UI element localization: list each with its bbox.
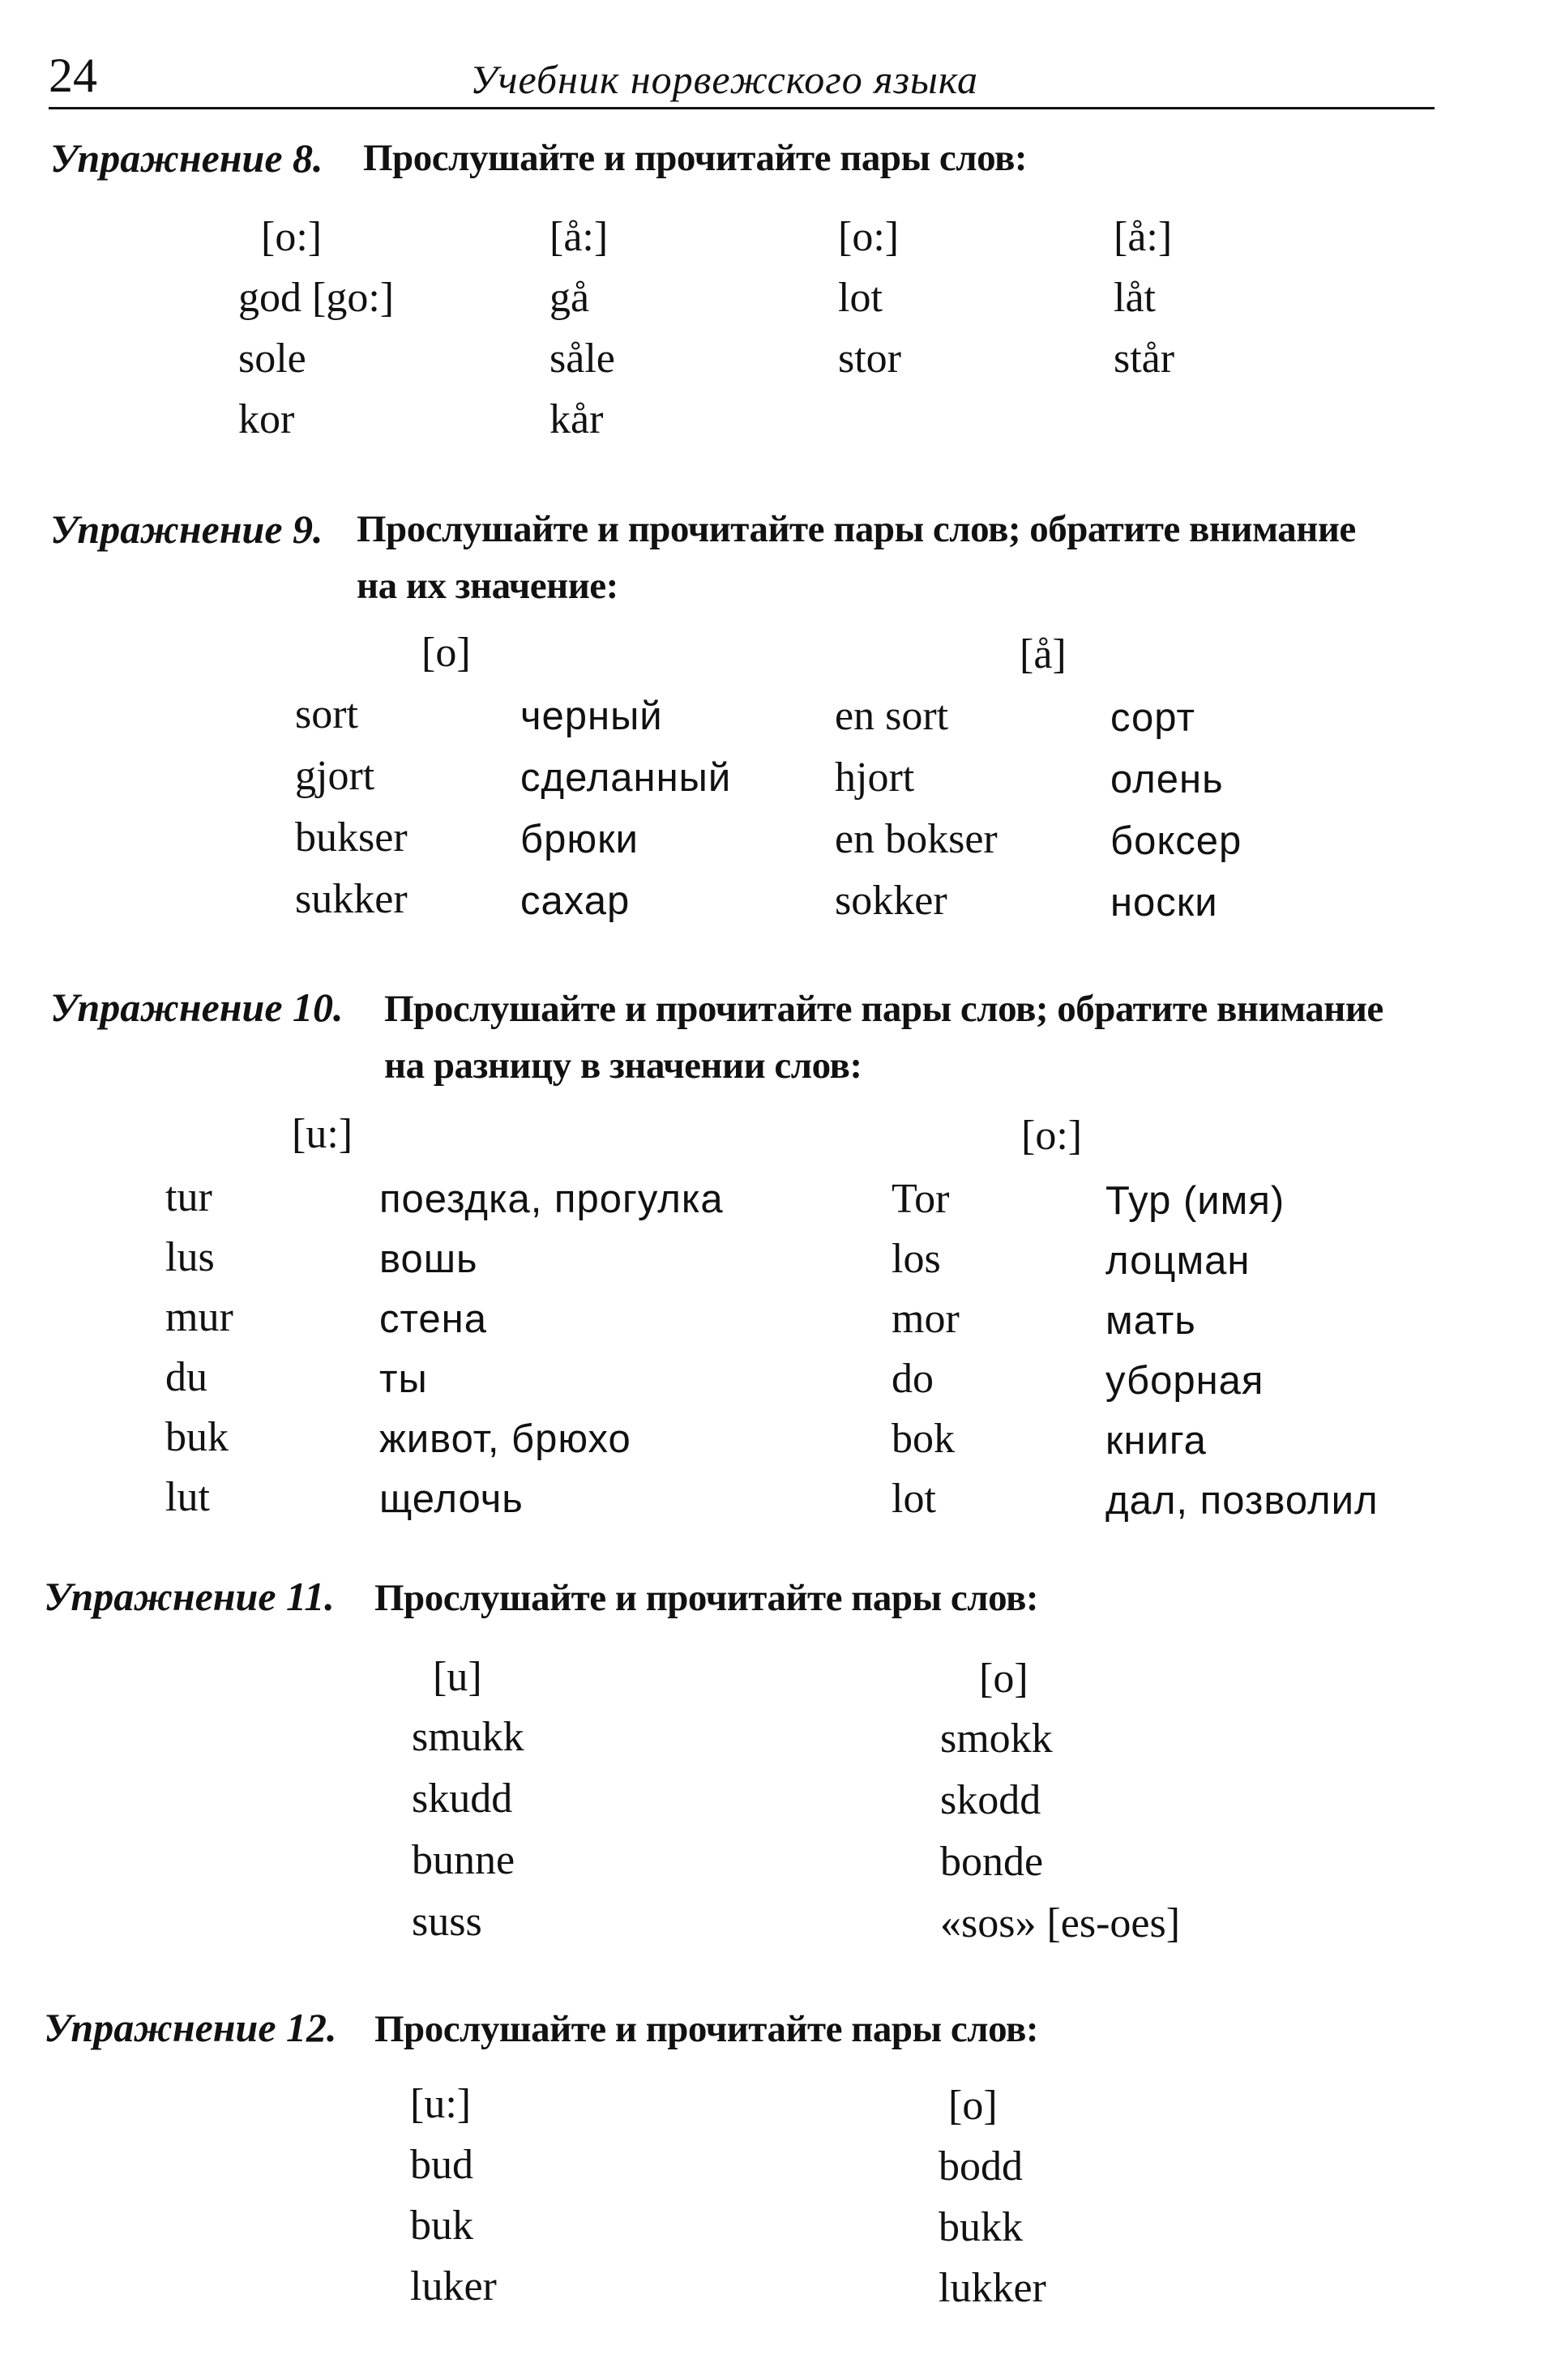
translation: лоцман xyxy=(1105,1239,1251,1283)
word: smokk xyxy=(940,1716,1053,1762)
translation: вошь xyxy=(379,1237,478,1281)
translation: сделанный xyxy=(520,756,732,800)
word: stor xyxy=(838,335,901,382)
exercise-label: Упражнение 12. xyxy=(44,2005,337,2050)
word: bunne xyxy=(412,1837,515,1883)
word: sole xyxy=(238,335,306,382)
exercise-instruction: на разницу в значении слов: xyxy=(384,1045,862,1087)
word: lukker xyxy=(939,2265,1046,2311)
running-title: Учебник норвежского языка xyxy=(470,57,979,102)
word: kor xyxy=(238,396,295,442)
word: såle xyxy=(549,335,615,382)
word: bonde xyxy=(940,1839,1044,1885)
exercise-label: Упражнение 8. xyxy=(50,135,323,181)
word: «sos» [es-oes] xyxy=(940,1900,1181,1946)
translation: стена xyxy=(379,1297,487,1341)
exercise-label: Упражнение 11. xyxy=(44,1574,335,1619)
word: gjort xyxy=(295,753,375,799)
exercise-label: Упражнение 9. xyxy=(50,506,323,552)
word: tur xyxy=(165,1174,212,1220)
word: skudd xyxy=(412,1775,513,1822)
translation: брюки xyxy=(520,818,639,861)
translation: черный xyxy=(520,694,663,738)
translation: живот, брюхо xyxy=(379,1417,631,1461)
phonetic-header: [å:] xyxy=(1114,214,1173,260)
word: sukker xyxy=(295,876,408,922)
word: du xyxy=(165,1354,207,1400)
exercise-instruction: на их значение: xyxy=(357,565,618,607)
word: hjort xyxy=(835,754,915,801)
word: sokker xyxy=(835,878,947,924)
translation: ты xyxy=(379,1357,428,1401)
word: bok xyxy=(892,1416,955,1462)
word: kår xyxy=(549,396,604,442)
page-number: 24 xyxy=(49,49,97,102)
word: lot xyxy=(892,1476,936,1522)
word: lus xyxy=(165,1234,215,1280)
word: buk xyxy=(410,2203,473,2249)
word: Tor xyxy=(892,1176,950,1222)
phonetic-header: [u:] xyxy=(292,1111,353,1157)
translation: дал, позволил xyxy=(1105,1479,1379,1523)
translation: боксер xyxy=(1110,819,1242,863)
word: mor xyxy=(892,1296,960,1342)
phonetic-header: [o] xyxy=(421,630,471,676)
word: bodd xyxy=(939,2143,1023,2190)
translation: мать xyxy=(1105,1299,1196,1343)
word: los xyxy=(892,1236,941,1282)
word: suss xyxy=(412,1899,482,1945)
translation: поездка, прогулка xyxy=(379,1177,724,1221)
translation: сорт xyxy=(1110,696,1195,740)
word: står xyxy=(1114,335,1175,382)
page-header xyxy=(49,41,1435,109)
translation: олень xyxy=(1110,758,1224,801)
exercise-instruction: Прослушайте и прочитайте пары слов; обратите внимание xyxy=(384,988,1383,1030)
phonetic-header: [å] xyxy=(1020,631,1067,677)
word: luker xyxy=(410,2263,497,2309)
word: lut xyxy=(165,1474,210,1520)
word: bukk xyxy=(939,2204,1023,2250)
phonetic-header: [å:] xyxy=(549,214,609,260)
translation: книга xyxy=(1105,1419,1207,1463)
exercise-instruction: Прослушайте и прочитайте пары слов: xyxy=(363,137,1027,179)
word: smukk xyxy=(412,1714,524,1760)
translation: щелочь xyxy=(379,1477,524,1521)
translation: Тур (имя) xyxy=(1105,1179,1285,1223)
word: buk xyxy=(165,1414,229,1460)
word: mur xyxy=(165,1294,233,1340)
exercise-label: Упражнение 10. xyxy=(50,985,344,1030)
word: do xyxy=(892,1356,934,1402)
exercise-instruction: Прослушайте и прочитайте пары слов: xyxy=(374,2008,1038,2050)
word: skodd xyxy=(940,1777,1041,1823)
exercise-instruction: Прослушайте и прочитайте пары слов; обратите внимание xyxy=(357,508,1356,550)
phonetic-header: [o] xyxy=(948,2083,998,2129)
translation: носки xyxy=(1110,881,1218,925)
word: sort xyxy=(295,691,358,737)
translation: сахар xyxy=(520,879,631,923)
word: bud xyxy=(410,2142,473,2188)
word: en bokser xyxy=(835,816,998,862)
phonetic-header: [u:] xyxy=(410,2081,472,2127)
word: låt xyxy=(1114,275,1156,321)
phonetic-header: [o:] xyxy=(261,214,323,260)
word: lot xyxy=(838,275,883,321)
exercise-instruction: Прослушайте и прочитайте пары слов: xyxy=(374,1577,1038,1619)
phonetic-header: [o] xyxy=(979,1656,1028,1702)
phonetic-header: [u] xyxy=(433,1654,482,1700)
word: god [go:] xyxy=(238,275,395,321)
phonetic-header: [o:] xyxy=(1021,1113,1083,1159)
translation: уборная xyxy=(1105,1359,1264,1403)
word: gå xyxy=(549,275,590,321)
word: en sort xyxy=(835,693,949,739)
word: bukser xyxy=(295,814,408,861)
phonetic-header: [o:] xyxy=(838,214,900,260)
